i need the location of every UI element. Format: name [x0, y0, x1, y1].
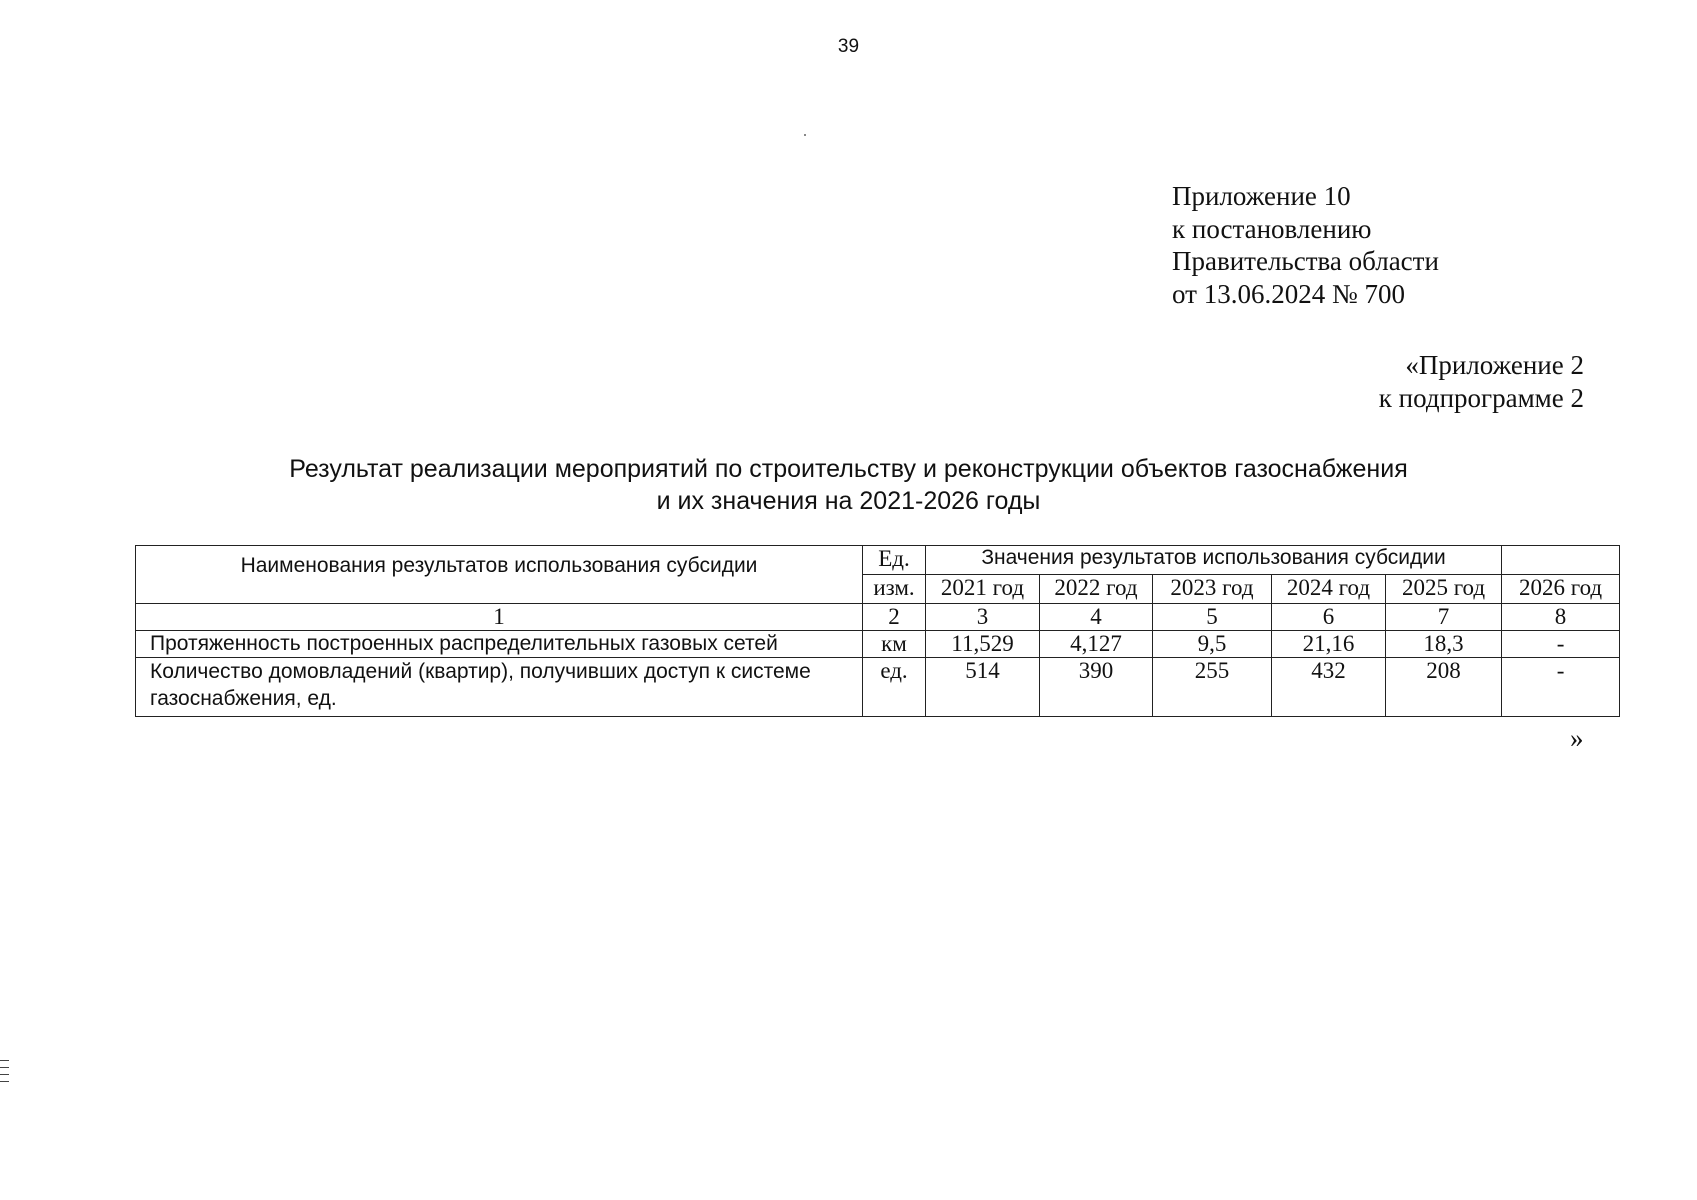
column-number: 2	[863, 604, 926, 631]
table-header-row	[136, 546, 1620, 575]
column-number: 4	[1040, 604, 1153, 631]
column-number: 3	[926, 604, 1040, 631]
title-line: Результат реализации мероприятий по строительству и реконструкции объектов газоснабжения	[289, 455, 1408, 483]
row-value: 255	[1153, 658, 1272, 717]
appendix-line: Правительства области	[1172, 246, 1439, 276]
scan-dot	[804, 134, 806, 136]
row-value: 4,127	[1040, 631, 1153, 658]
document-title	[0, 453, 1697, 517]
header-values-group: Значения результатов использования субсидии	[926, 546, 1502, 575]
header-year: 2024 год	[1272, 575, 1386, 604]
column-number-row	[136, 604, 1620, 631]
sub-appendix-line: к подпрограмме 2	[1378, 382, 1584, 413]
appendix-block	[1172, 180, 1439, 310]
header-year: 2026 год	[1502, 575, 1620, 604]
row-value: 514	[926, 658, 1040, 717]
sub-appendix-block	[1379, 349, 1584, 414]
row-unit: км	[863, 631, 926, 658]
header-unit-line1: Ед.	[863, 546, 926, 575]
header-year: 2023 год	[1153, 575, 1272, 604]
title-line: и их значения на 2021-2026 годы	[656, 487, 1041, 515]
row-value: -	[1502, 631, 1620, 658]
table-row	[136, 631, 1620, 658]
header-year: 2022 год	[1040, 575, 1153, 604]
column-number: 8	[1502, 604, 1620, 631]
header-year: 2025 год	[1386, 575, 1502, 604]
scan-margin-marks	[0, 1060, 12, 1190]
row-name: Количество домовладений (квартир), получивших доступ к системе газоснабжения, ед.	[136, 658, 863, 717]
row-name: Протяженность построенных распределительных газовых сетей	[136, 631, 863, 658]
row-value: 18,3	[1386, 631, 1502, 658]
page-number: 39	[837, 36, 860, 57]
sub-appendix-line: «Приложение 2	[1405, 350, 1584, 380]
row-value: 21,16	[1272, 631, 1386, 658]
results-table	[135, 545, 1620, 717]
header-unit-line2: изм.	[863, 575, 926, 604]
column-number: 6	[1272, 604, 1386, 631]
row-value: 11,529	[926, 631, 1040, 658]
appendix-line: к постановлению	[1172, 213, 1372, 244]
header-name: Наименования результатов использования субсидии	[136, 546, 863, 604]
row-value: 390	[1040, 658, 1153, 717]
row-unit: ед.	[863, 658, 926, 717]
table-row	[136, 658, 1620, 717]
column-number: 1	[136, 604, 863, 631]
header-empty-cell	[1502, 546, 1620, 575]
row-value: 9,5	[1153, 631, 1272, 658]
appendix-line: Приложение 10	[1172, 181, 1351, 211]
closing-quote: »	[1570, 723, 1584, 753]
row-value: -	[1502, 658, 1620, 717]
row-value: 432	[1272, 658, 1386, 717]
column-number: 7	[1386, 604, 1502, 631]
row-value: 208	[1386, 658, 1502, 717]
header-year: 2021 год	[926, 575, 1040, 604]
column-number: 5	[1153, 604, 1272, 631]
appendix-line: от 13.06.2024 № 700	[1172, 278, 1405, 309]
